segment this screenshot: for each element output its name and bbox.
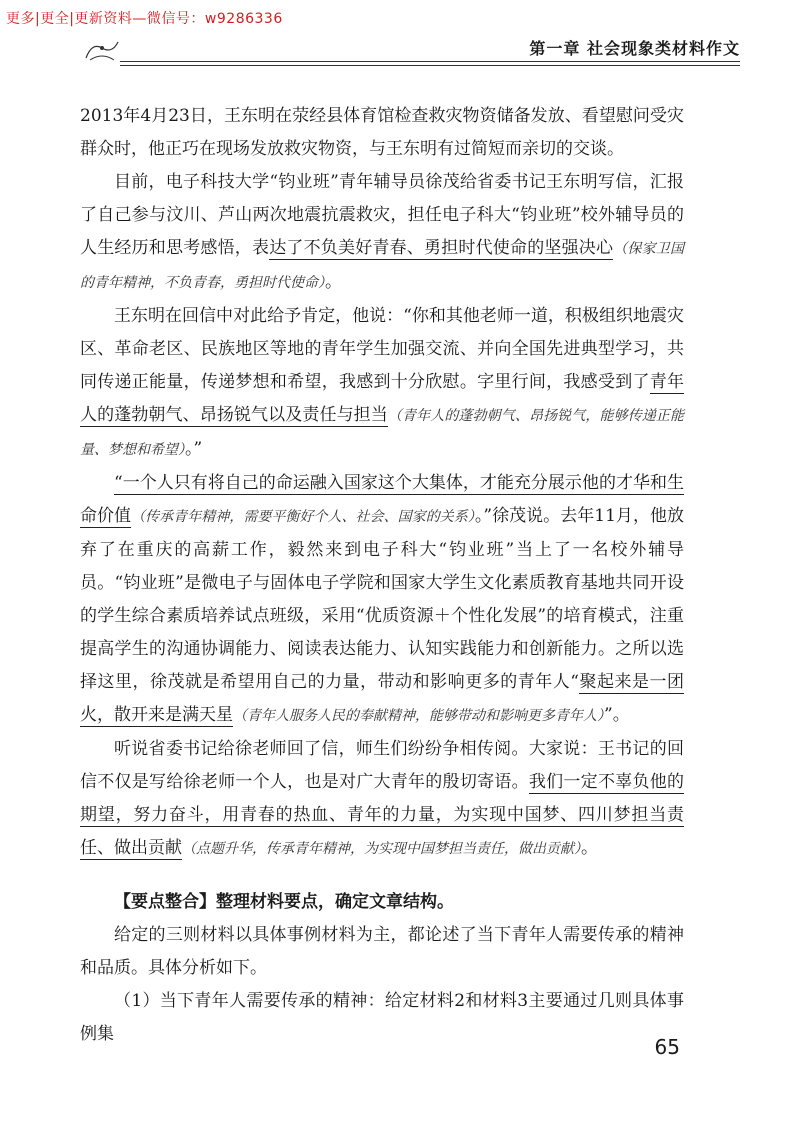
page-body bbox=[80, 100, 684, 1051]
header-rule bbox=[120, 61, 740, 62]
key-points-tag: 【要点整合】 bbox=[114, 892, 216, 912]
underlined-text: 我们一定不辜负他的期望，努力奋斗，用青春的热血、青年的力量，为实现中国梦、四川梦担当责任、做出贡献 bbox=[80, 772, 685, 858]
key-points-heading: 【要点整合】整理材料要点，确定文章结构。 bbox=[114, 892, 454, 912]
paragraph-2: 目前，电子科技大学“钧业班”青年辅导员徐茂给省委书记王东明写信，汇报了自己参与汶川、芦山两次地震抗震救灾，担任电子科大“钧业班”校外辅导员的人生经历和思考感悟，表达了不负美好青春、勇担时代使命的坚强决心（保家卫国的青年精神，不负青春，勇担时代使命）。 bbox=[80, 172, 685, 292]
underlined-text: “一个人只有将自己的命运融入国家这个大集体，才能充分展示他的才华和生命价值 bbox=[80, 473, 684, 526]
watermark-text: 更多|更全|更新资料—微信号：w9286336 bbox=[6, 11, 283, 27]
annotation: （青年人服务人民的奉献精神，能够带动和影响更多青年人） bbox=[233, 708, 604, 724]
paragraph-3: 王东明在回信中对此给予肯定，他说：“你和其他老师一道，积极组织地震灾区、革命老区、民族地区等地的青年学生加强交流、并向全国先进典型学习，共同传递正能量，传递梦想和希望，我感到十分欣慰。字里行间，我感受到了青年人的蓬勃朝气、昂扬锐气以及责任与担当（青年人的蓬勃朝气、昂扬锐气，能够传递正能量、梦想和希望）。” bbox=[80, 306, 685, 459]
annotation: （传承青年精神，需要平衡好个人、社会、国家的关系） bbox=[131, 509, 475, 525]
annotation: （点题升华，传承青年精神，为实现中国梦担当责任，做出贡献） bbox=[182, 841, 581, 857]
ornament-icon bbox=[82, 38, 122, 64]
page-number: 65 bbox=[654, 1035, 680, 1059]
paragraph-4: “一个人只有将自己的命运融入国家这个大集体，才能充分展示他的才华和生命价值（传承青年精神，需要平衡好个人、社会、国家的关系）。”徐茂说。去年11月，他放弃了在重庆的高薪工作，毅然来到电子科大“钧业班”当上了一名校外辅导员。“钧业班”是微电子与固体电子学院和国家大学生文化素质教育基地共同开设的学生综合素质培养试点班级，采用“优质资源＋个性化发展”的培育模式，注重提高学生的沟通协调能力、阅读表达能力、认知实践能力和创新能力。之所以选择这里，徐茂就是希望用自己的力量，带动和影响更多的青年人“聚起来是一团火，散开来是满天星（青年人服务人民的奉献精神，能够带动和影响更多青年人）”。 bbox=[80, 473, 685, 725]
underlined-text: 聚起来是一团火，散开来是满天星 bbox=[80, 672, 684, 725]
underlined-text: 达了不负美好青春、勇担时代使命的坚强决心 bbox=[269, 238, 614, 258]
paragraph-1: 2013年4月23日，王东明在荥经县体育馆检查救灾物资储备发放、看望慰问受灾群众时，他正巧在现场发放救灾物资，与王东明有过简短而亲切的交谈。 bbox=[80, 106, 684, 159]
paragraph-8: （1）当下青年人需要传承的精神：给定材料2和材料3主要通过几则具体事例集 bbox=[80, 991, 684, 1044]
section-gap bbox=[80, 866, 684, 886]
header-rule-secondary bbox=[120, 65, 740, 66]
annotation: （青年人的蓬勃朝气、昂扬锐气，能够传递正能量、梦想和希望） bbox=[80, 408, 685, 458]
page-header bbox=[60, 30, 740, 70]
paragraph-7: 给定的三则材料以具体事例材料为主，都论述了当下青年人需要传承的精神和品质。具体分析如下。 bbox=[80, 925, 684, 978]
paragraph-5: 听说省委书记给徐老师回了信，师生们纷纷争相传阅。大家说：王书记的回信不仅是写给徐老师一个人，也是对广大青年的殷切寄语。我们一定不辜负他的期望，努力奋斗，用青春的热血、青年的力量，为实现中国梦、四川梦担当责任、做出贡献（点题升华，传承青年精神，为实现中国梦担当责任，做出贡献）。 bbox=[80, 739, 685, 858]
chapter-title: 第一章 社会现象类材料作文 bbox=[529, 39, 740, 58]
underlined-text: 青年人的蓬勃朝气、昂扬锐气以及责任与担当 bbox=[80, 372, 684, 425]
annotation: （保家卫国的青年精神，不负青春，勇担时代使命） bbox=[80, 241, 685, 291]
